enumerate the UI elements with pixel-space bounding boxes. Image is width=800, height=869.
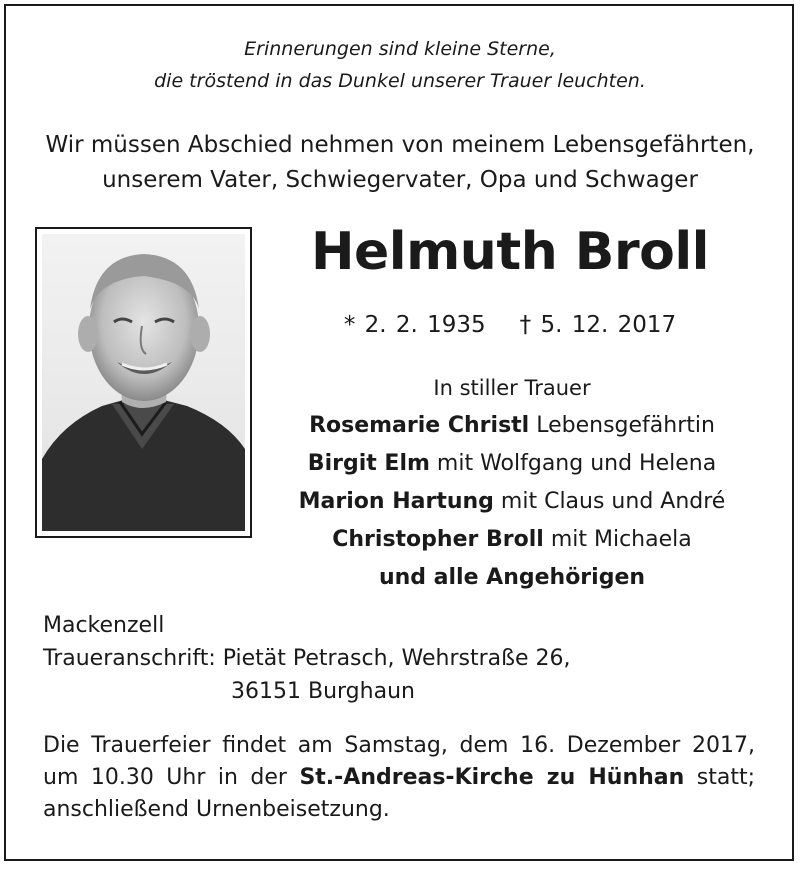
- ceremony-info: [43, 730, 755, 826]
- mourner-relation: Lebensgefährtin: [529, 413, 715, 438]
- death-date: † 5. 12. 2017: [519, 312, 677, 338]
- ceremony-line-3: anschließend Urnenbeisetzung.: [43, 797, 390, 822]
- life-dates: [290, 307, 730, 343]
- mourner-name: Marion Hartung: [298, 489, 494, 514]
- mourner-relation: mit Claus und André: [493, 489, 726, 514]
- mourners-list: [252, 369, 772, 597]
- mourner-relation: mit Wolfgang und Helena: [429, 451, 717, 476]
- mourner-row: [252, 559, 772, 597]
- address-line-1: Traueranschrift: Pietät Petrasch, Wehrstraße 26,: [43, 646, 571, 671]
- intro-line-2: unserem Vater, Schwiegervater, Opa und Schwager: [102, 167, 698, 193]
- mourner-relation: mit Michaela: [543, 527, 692, 552]
- ceremony-statt: statt;: [684, 765, 756, 790]
- mourning-address: [43, 609, 571, 708]
- intro-line-1: Wir müssen Abschied nehmen von meinem Lebensgefährten,: [45, 132, 755, 158]
- quote-line-1: Erinnerungen sind kleine Sterne,: [244, 38, 556, 60]
- birth-date: * 2. 2. 1935: [343, 312, 486, 338]
- mourner-name: Birgit Elm: [307, 451, 430, 476]
- mourning-heading: In stiller Trauer: [433, 376, 591, 400]
- portrait-photo: [35, 227, 252, 538]
- mourner-row: [252, 521, 772, 559]
- portrait-image: [42, 234, 245, 531]
- ceremony-line-2: [43, 762, 755, 794]
- quote-line-2: die tröstend in das Dunkel unserer Trauer leuchten.: [154, 70, 646, 92]
- ceremony-time: um 10.30 Uhr in der: [43, 765, 300, 790]
- place-name: Mackenzell: [43, 613, 165, 638]
- memorial-quote: [0, 33, 800, 97]
- mourner-name: und alle Angehörigen: [378, 565, 646, 590]
- mourner-row: [252, 445, 772, 483]
- mourner-row: [252, 483, 772, 521]
- address-line-2: 36151 Burghaun: [231, 679, 415, 704]
- ceremony-line-1: Die Trauerfeier findet am Samstag, dem 16. Dezember 2017,: [43, 733, 755, 758]
- mourner-name: Christopher Broll: [332, 527, 544, 552]
- mourner-name: Rosemarie Christl: [309, 413, 530, 438]
- deceased-name: Helmuth Broll: [311, 222, 709, 282]
- intro-text: [0, 128, 800, 198]
- church-name: St.-Andreas-Kirche zu Hünhan: [299, 765, 685, 790]
- mourner-row: [252, 407, 772, 445]
